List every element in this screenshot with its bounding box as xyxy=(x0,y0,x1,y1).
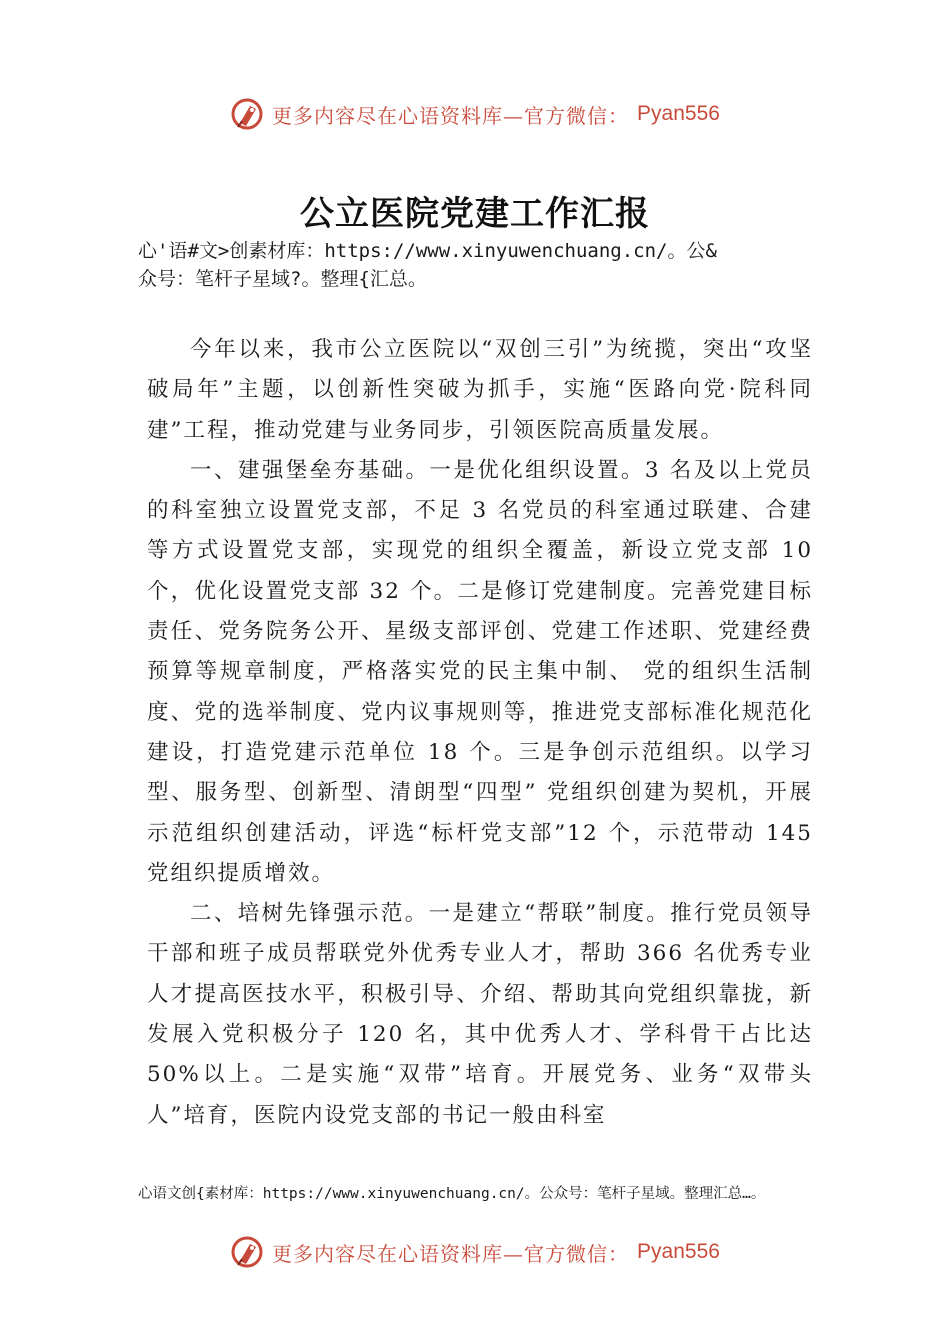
pen-nib-logo-icon xyxy=(230,1235,264,1269)
footer-note: 心语文创{素材库：https://www.xinyuwenchuang.cn/。公众号：笔杆子星域。整理汇总…。 xyxy=(138,1186,766,1202)
footer-banner xyxy=(0,1230,950,1274)
banner-text: 更多内容尽在心语资料库—官方微信： xyxy=(272,103,630,128)
pen-nib-logo-icon xyxy=(230,97,264,131)
paragraph-intro: 今年以来，我市公立医院以“双创三引”为统揽，突出“攻坚破局年”主题，以创新性突破为抓手，实施“医路向党·院科同建”工程，推动党建与业务同步，引领医院高质量发展。 xyxy=(147,337,813,443)
source-watermark-line-1: 心'语#文>创素材库：https://www.xinyuwenchuang.cn/。公& xyxy=(138,240,717,262)
paragraph-section-2: 二、培树先锋强示范。一是建立“帮联”制度。推行党员领导干部和班子成员帮联党外优秀专业人才，帮助 366 名优秀专业人才提高医技水平，积极引导、介绍、帮助其向党组织靠拢，新发展入党积极分子 120 名，其中优秀人才、学科骨干占比达 50%以上。二是实施“双带”培育。开展党务、业务“双带头人”培育，医院内设党支部的书记一般由科室 xyxy=(147,901,813,1128)
banner-wechat-id: Pyan556 xyxy=(637,1240,720,1263)
document-body xyxy=(147,330,813,1136)
page-title: 公立医院党建工作汇报 xyxy=(300,194,650,234)
header-banner xyxy=(0,92,950,136)
paragraph-section-1: 一、建强堡垒夯基础。一是优化组织设置。3 名及以上党员的科室独立设置党支部，不足 3 名党员的科室通过联建、合建等方式设置党支部，实现党的组织全覆盖，新设立党支部 10 个，优化设置党支部 32 个。二是修订党建制度。完善党建目标责任、党务院务公开、星级支部评创、党建工作述职、党建经费预算等规章制度，严格落实党的民主集中制、 党的组织生活制度、党的选举制度、党内议事规则等，推进党支部标准化规范化建设，打造党建示范单位 18 个。三是争创示范组织。以学习型、服务型、创新型、清朗型“四型” 党组织创建为契机，开展示范组织创建活动，评选“标杆党支部”12 个，示范带动 145 党组织提质增效。 xyxy=(147,457,813,886)
source-watermark-line-2: 众号：笔杆子星域?。整理{汇总。 xyxy=(138,268,427,290)
banner-wechat-id: Pyan556 xyxy=(637,102,720,125)
banner-text: 更多内容尽在心语资料库—官方微信： xyxy=(272,1241,630,1266)
